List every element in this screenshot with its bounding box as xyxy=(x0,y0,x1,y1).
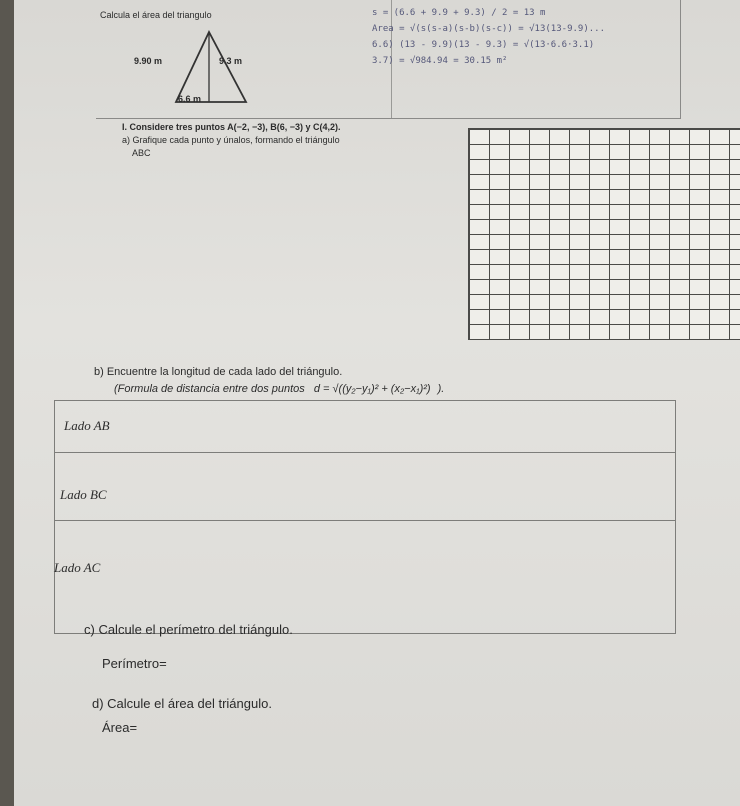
sides-answer-box xyxy=(54,400,676,634)
area-label: Área= xyxy=(102,720,138,735)
right-side-label: 9.3 m xyxy=(219,56,243,66)
part-b-line2-prefix: (Formula de distancia entre dos puntos xyxy=(114,383,305,395)
handwritten-line-2: Area = √(s(s-a)(s-b)(s-c)) = √13(13-9.9)... xyxy=(372,24,605,34)
side-bc-label: Lado BC xyxy=(60,487,107,502)
row-divider-1 xyxy=(54,452,676,453)
worksheet-page xyxy=(14,0,740,806)
base-label: 6.6 m xyxy=(178,94,202,104)
distance-formula: d = √((y₂−y₁)² + (x₂−x₁)²) xyxy=(313,383,431,395)
section-1-heading: I. Considere tres puntos A(−2, −3), B(6, −3) y C(4,2). xyxy=(122,122,341,132)
part-b-line2-suffix: ). xyxy=(437,383,445,395)
perimeter-label: Perímetro= xyxy=(102,656,167,671)
triangle-figure xyxy=(134,30,284,110)
graph-grid[interactable] xyxy=(468,128,740,340)
part-c-text: c) Calcule el perímetro del triángulo. xyxy=(84,622,293,637)
left-side-label: 9.90 m xyxy=(134,56,163,66)
handwritten-line-1: s = (6.6 + 9.9 + 9.3) / 2 = 13 m xyxy=(372,8,546,18)
part-b-line1: b) Encuentre la longitud de cada lado del triángulo. xyxy=(94,366,343,378)
handwritten-line-4: 3.7) = √984.94 = 30.15 m² xyxy=(372,56,508,66)
side-ab-label: Lado AB xyxy=(64,418,110,433)
part-a-text-line2: ABC xyxy=(132,148,151,158)
row-divider-2 xyxy=(54,520,676,521)
part-b-line2 xyxy=(114,383,444,395)
side-ac-label: Lado AC xyxy=(54,560,101,575)
header-title: Calcula el área del triangulo xyxy=(100,10,212,20)
part-d-text: d) Calcule el área del triángulo. xyxy=(92,696,272,711)
handwritten-line-3: 6.6) (13 - 9.9)(13 - 9.3) = √(13·6.6·3.1) xyxy=(372,40,595,50)
part-a-text-line1: a) Grafique cada punto y únalos, formando el triángulo xyxy=(122,135,340,145)
